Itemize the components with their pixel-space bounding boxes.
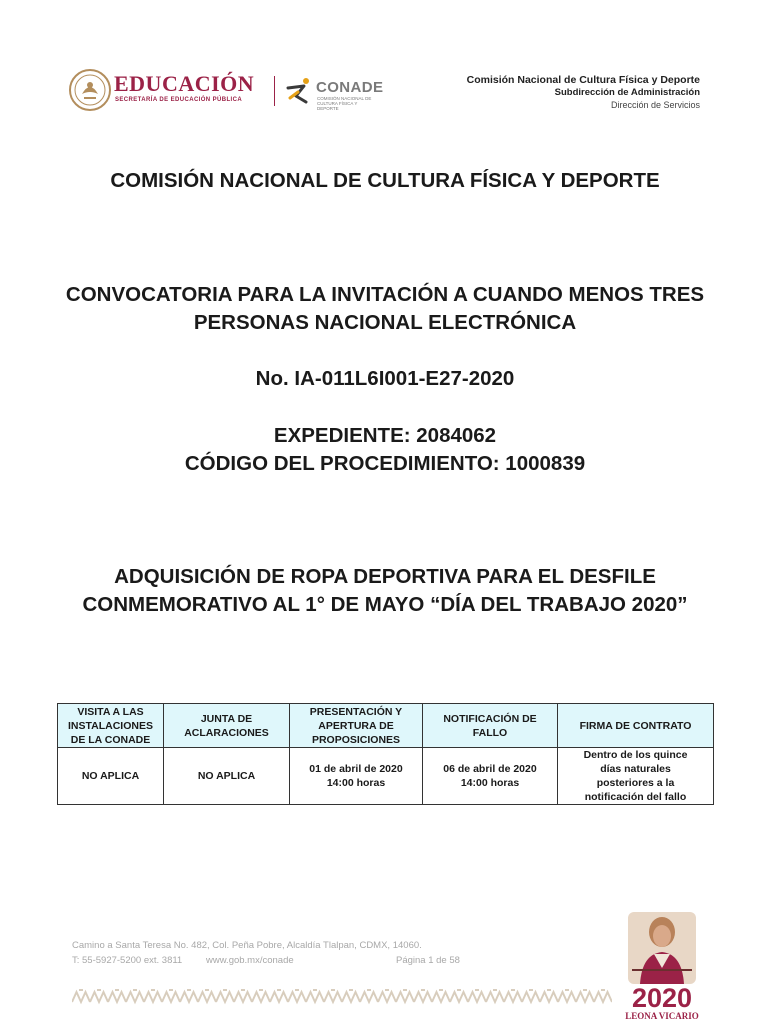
- column-header: [558, 704, 714, 748]
- page-number: Página 1 de 58: [396, 955, 460, 966]
- column-header-label: JUNTA DE ACLARACIONES: [184, 712, 269, 739]
- runner-icon: [284, 74, 316, 106]
- logo-divider: [274, 76, 275, 106]
- leona-vicario-portrait-icon: [620, 910, 704, 984]
- procedure-code: CÓDIGO DEL PROCEDIMIENTO: 1000839: [184, 452, 586, 475]
- emblem-year: 2020: [631, 983, 693, 1013]
- page-footer: [72, 938, 460, 968]
- footer-address: Camino a Santa Teresa No. 482, Col. Peña Pobre, Alcaldía Tlalpan, CDMX, 14060.: [72, 940, 422, 951]
- educacion-logo: [68, 68, 268, 114]
- table-cell: [290, 748, 423, 805]
- leona-vicario-emblem: [620, 910, 704, 1024]
- institution-title: COMISIÓN NACIONAL DE CULTURA FÍSICA Y DEPORTE: [110, 169, 660, 192]
- conade-logo-title: CONADE: [316, 79, 384, 96]
- footer-website-link[interactable]: www.gob.mx/conade: [206, 955, 294, 966]
- department-block: [467, 73, 700, 111]
- column-header: [290, 704, 423, 748]
- table-header-row: [58, 704, 714, 748]
- call-title: CONVOCATORIA PARA LA INVITACIÓN A CUANDO MENOS TRES PERSONAS NACIONAL ELECTRÓNICA: [65, 283, 705, 334]
- subject-title: ADQUISICIÓN DE ROPA DEPORTIVA PARA EL DESFILE CONMEMORATIVO AL 1° DE MAYO “DÍA DEL TRABAJO 2020”: [82, 565, 688, 616]
- coat-of-arms-icon: [68, 68, 112, 112]
- table-cell: [423, 748, 558, 805]
- table-cell: [164, 748, 290, 805]
- conade-logo: [284, 74, 394, 111]
- column-header-label: NOTIFICACIÓN DE FALLO: [443, 712, 537, 739]
- educacion-logo-subtitle: SECRETARÍA DE EDUCACIÓN PÚBLICA: [115, 97, 243, 103]
- direction-name: Dirección de Servicios: [610, 100, 700, 110]
- column-header-label: PRESENTACIÓN Y APERTURA DE PROPOSICIONES: [309, 705, 403, 746]
- table-row: [58, 748, 714, 805]
- department-name: Comisión Nacional de Cultura Física y Deporte: [466, 74, 700, 86]
- column-header: [58, 704, 164, 748]
- table-cell: [58, 748, 164, 805]
- table-cell: [558, 748, 714, 805]
- table-cell-text: 01 de abril de 2020 14:00 horas: [309, 763, 403, 789]
- emblem-name: LEONA VICARIO: [625, 1011, 699, 1021]
- table-cell-text: NO APLICA: [81, 770, 140, 782]
- column-header: [164, 704, 290, 748]
- column-header-label: FIRMA DE CONTRATO: [579, 719, 692, 732]
- table-cell-text: Dentro de los quince días naturales posteriores a la notificación del fallo: [583, 749, 688, 803]
- educacion-logo-title: EDUCACIÓN: [114, 71, 255, 96]
- page-header: [0, 0, 770, 130]
- expediente-number: EXPEDIENTE: 2084062: [273, 424, 497, 447]
- call-number: No. IA-011L6I001-E27-2020: [255, 367, 515, 390]
- conade-logo-subtitle: COMISIÓN NACIONAL DE CULTURA FÍSICA Y DEPORTE: [317, 96, 372, 111]
- schedule-table: [57, 703, 714, 805]
- footer-phone: T: 55-5927-5200 ext. 3811: [72, 955, 183, 966]
- column-header: [423, 704, 558, 748]
- table-cell-text: NO APLICA: [197, 770, 256, 782]
- decorative-pattern-band: [72, 988, 612, 1006]
- subdirection-name: Subdirección de Administración: [554, 87, 700, 98]
- table-cell-text: 06 de abril de 2020 14:00 horas: [443, 763, 537, 789]
- column-header-label: VISITA A LAS INSTALACIONES DE LA CONADE: [68, 705, 153, 746]
